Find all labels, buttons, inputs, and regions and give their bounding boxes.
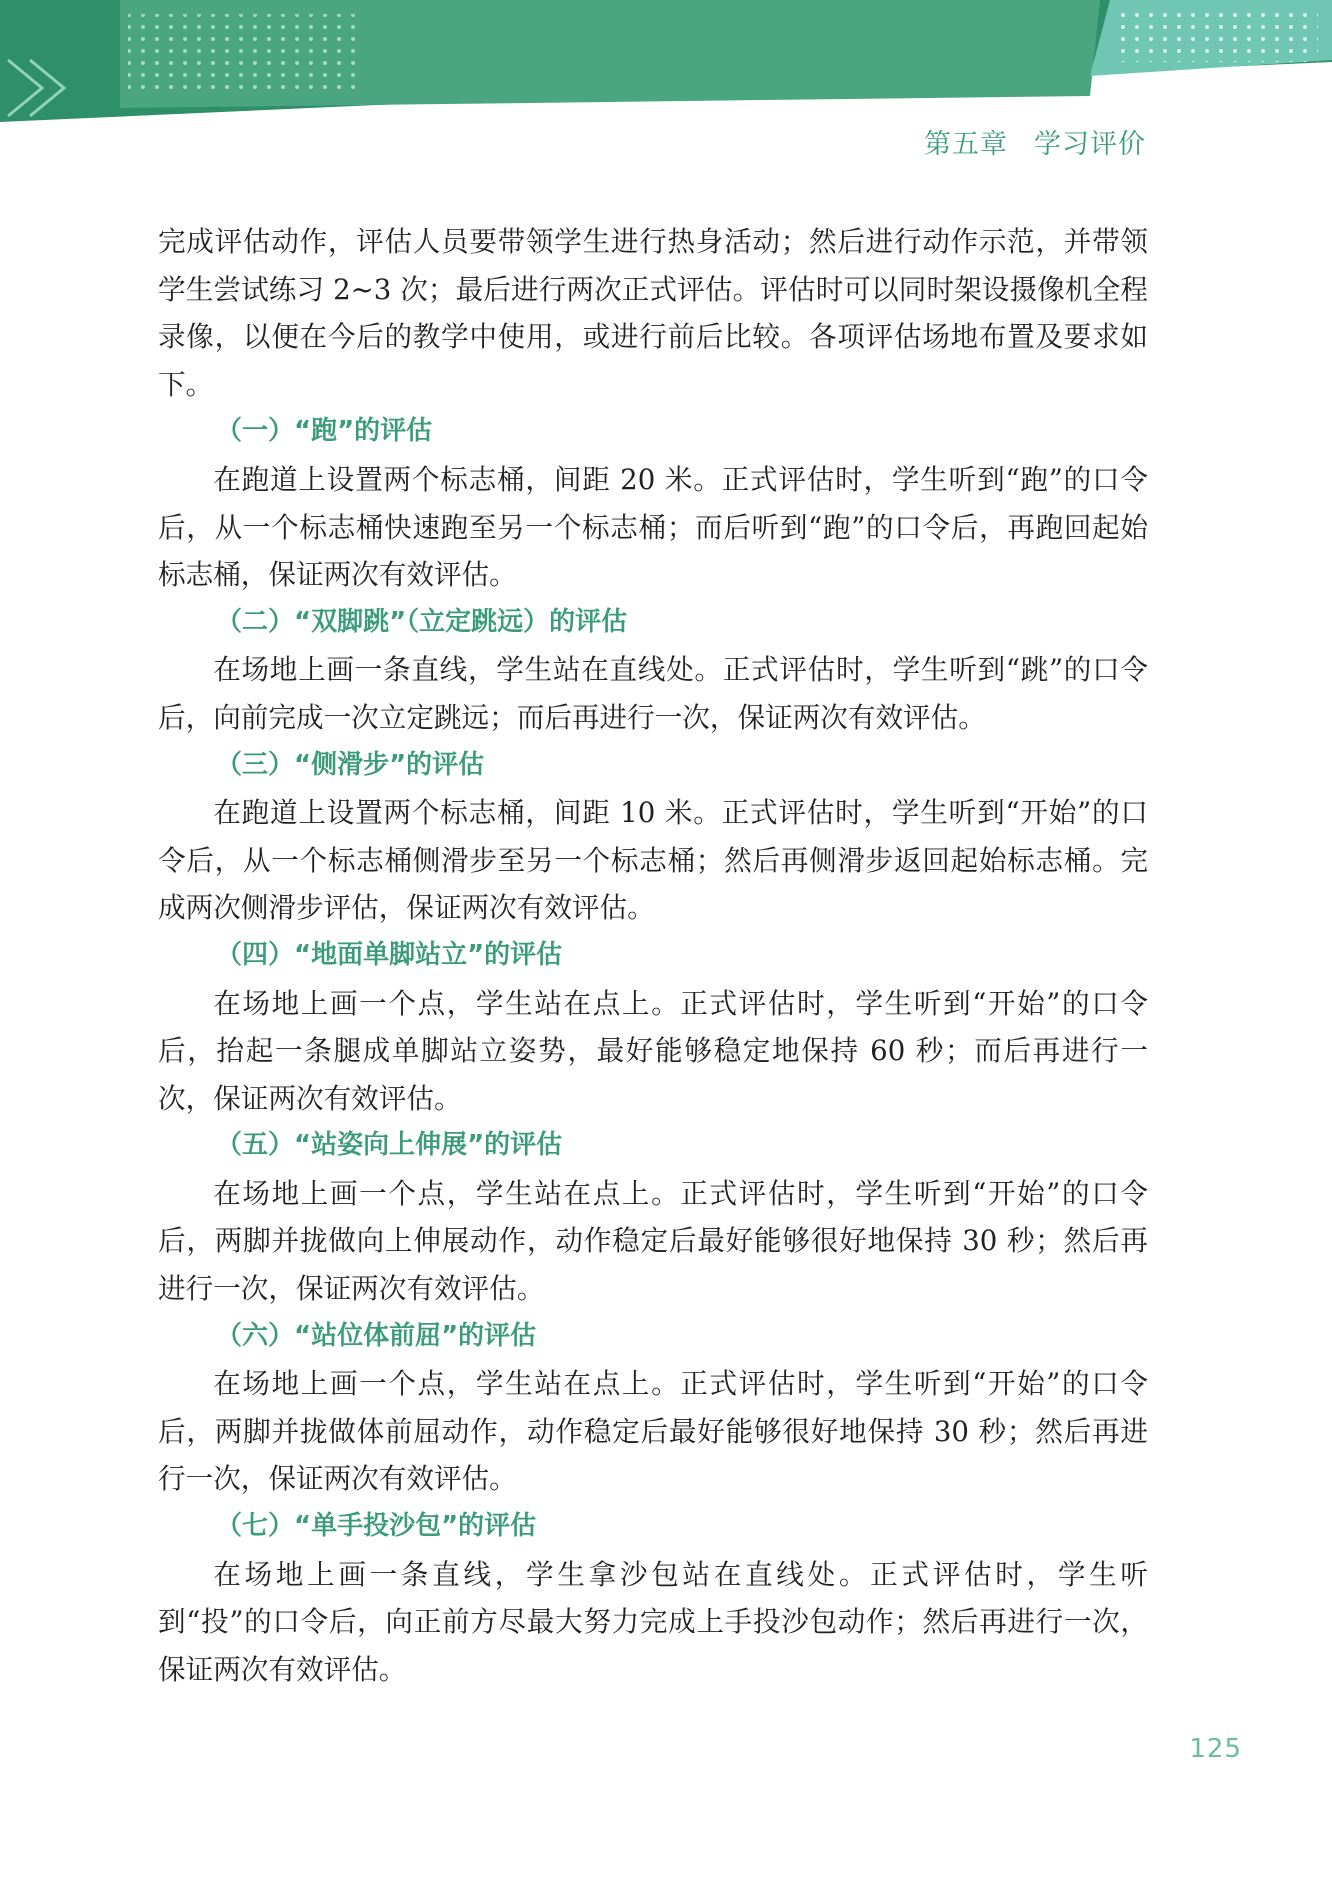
section-heading-6: （六）“站位体前屈”的评估 <box>216 1320 537 1351</box>
section-heading-2: （二）“双脚跳”（立定跳远）的评估 <box>216 606 628 637</box>
section-heading-5: （五）“站姿向上伸展”的评估 <box>216 1130 563 1161</box>
section-heading-1: （一）“跑”的评估 <box>216 416 433 447</box>
banner-dots-right <box>1118 10 1318 62</box>
section-body-5: 在场地上画一个点，学生站在点上。正式评估时，学生听到“开始”的口令后，两脚并拢做向上伸展动作，动作稳定后最好能够很好地保持 30 秒；然后再进行一次，保证两次有效评估。 <box>158 1176 1148 1306</box>
section-body-6: 在场地上画一个点，学生站在点上。正式评估时，学生听到“开始”的口令后，两脚并拢做体前屈动作，动作稳定后最好能够很好地保持 30 秒；然后再进行一次，保证两次有效评估。 <box>158 1367 1148 1496</box>
section-body-2: 在场地上画一条直线，学生站在直线处。正式评估时，学生听到“跳”的口令后，向前完成一次立定跳远；而后再进行一次，保证两次有效评估。 <box>158 653 1148 734</box>
intro-paragraph: 完成评估动作，评估人员要带领学生进行热身活动；然后进行动作示范，并带领学生尝试练习 2~3 次；最后进行两次正式评估。评估时可以同时架设摄像机全程录像，以便在今后的教学中使用，或进行前后比较。各项评估场地布置及要求如下。 <box>158 225 1148 401</box>
page-number: 125 <box>1189 1734 1242 1764</box>
banner-dots-left <box>128 14 360 96</box>
section-heading-7: （七）“单手投沙包”的评估 <box>216 1511 537 1542</box>
section-body-3: 在跑道上设置两个标志桶，间距 10 米。正式评估时，学生听到“开始”的口令后，从一个标志桶侧滑步至另一个标志桶；然后再侧滑步返回起始标志桶。完成两次侧滑步评估，保证两次有效评估。 <box>158 796 1148 925</box>
chapter-title: 学习评价 <box>1034 129 1146 160</box>
section-heading-4: （四）“地面单脚站立”的评估 <box>216 939 563 970</box>
section-body-4: 在场地上画一个点，学生站在点上。正式评估时，学生听到“开始”的口令后，抬起一条腿成单脚站立姿势，最好能够稳定地保持 60 秒；而后再进行一次，保证两次有效评估。 <box>158 986 1148 1115</box>
chapter-number: 第五章 <box>924 129 1008 160</box>
section-heading-3: （三）“侧滑步”的评估 <box>216 749 485 780</box>
section-body-1: 在跑道上设置两个标志桶，间距 20 米。正式评估时，学生听到“跑”的口令后，从一个标志桶快速跑至另一个标志桶；而后听到“跑”的口令后，再跑回起始标志桶，保证两次有效评估。 <box>158 462 1148 592</box>
chapter-header <box>924 122 1146 161</box>
section-body-7: 在场地上画一条直线，学生拿沙包站在直线处。正式评估时，学生听到“投”的口令后，向正前方尽最大努力完成上手投沙包动作；然后再进行一次，保证两次有效评估。 <box>158 1557 1148 1686</box>
header-banner <box>0 0 1332 130</box>
page-content <box>158 218 1148 1693</box>
